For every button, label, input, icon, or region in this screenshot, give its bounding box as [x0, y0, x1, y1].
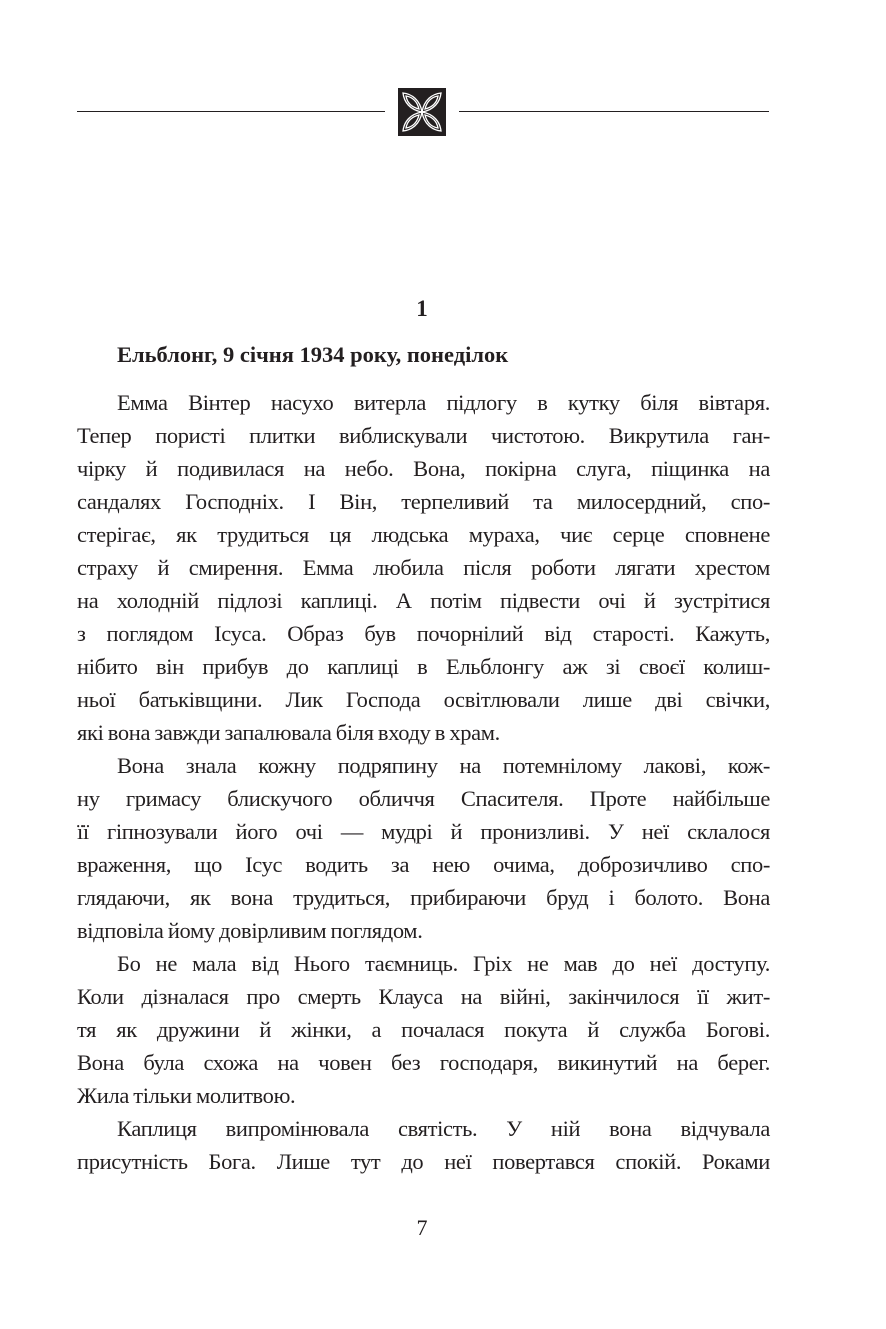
- paragraph: [77, 949, 770, 1114]
- header-rule-right: [459, 111, 769, 112]
- paragraph: [77, 751, 770, 949]
- text-line: стерігає, як трудиться ця людська мураха, чиє серце сповнене: [77, 522, 770, 547]
- text-line: Бо не мала від Нього таємниць. Гріх не мав до неї доступу.: [117, 951, 770, 976]
- text-line: нібито він прибув до каплиці в Ельблонгу аж зі своєї колиш-: [77, 654, 770, 679]
- text-line: Каплиця випромінювала святість. У ній вона відчувала: [117, 1116, 770, 1141]
- text-line: відповіла йому довірливим поглядом.: [77, 918, 423, 943]
- text-line: враження, що Ісус водить за нею очима, доброзичливо спо-: [77, 852, 770, 877]
- text-line: глядаючи, як вона трудиться, прибираючи бруд і болото. Вона: [77, 885, 770, 910]
- text-line: Коли дізналася про смерть Клауса на війні, закінчилося її жит-: [77, 984, 770, 1009]
- text-line: ньої батьківщини. Лик Господа освітлювали лише дві свічки,: [77, 687, 770, 712]
- text-line: Вона знала кожну подряпину на потемнілому лакові, кож-: [117, 753, 770, 778]
- text-line: Тепер пористі плитки виблискували чистотою. Викрутила ган-: [77, 423, 770, 448]
- text-line: тя як дружини й жінки, а почалася покута й служба Богові.: [77, 1017, 770, 1042]
- text-line: Вона була схожа на човен без господаря, викинутий на берег.: [77, 1050, 770, 1075]
- body-text: [77, 388, 770, 1180]
- text-line: страху й смирення. Емма любила після роботи лягати хрестом: [77, 555, 770, 580]
- text-line: з поглядом Ісуса. Образ був почорнілий від старості. Кажуть,: [77, 621, 770, 646]
- text-line: Емма Вінтер насухо витерла підлогу в кутку біля вівтаря.: [117, 390, 770, 415]
- text-line: сандалях Господніх. І Він, терпеливий та милосердний, спо-: [77, 489, 770, 514]
- header-rule-left: [77, 111, 385, 112]
- text-line: які вона завжди запалювала біля входу в храм.: [77, 720, 500, 745]
- text-line: Жила тільки молитвою.: [77, 1083, 296, 1108]
- chapter-number: 1: [416, 296, 428, 321]
- page-number: 7: [416, 1215, 428, 1240]
- paragraph: [77, 1114, 770, 1180]
- text-line: ну гримасу блискучого обличчя Спасителя. Проте найбільше: [77, 786, 770, 811]
- text-line: присутність Бога. Лише тут до неї повертався спокій. Роками: [77, 1149, 770, 1174]
- floral-ornament-icon: [398, 88, 446, 136]
- chapter-heading: Ельблонг, 9 січня 1934 року, понеділок: [117, 342, 509, 367]
- text-line: чірку й подивилася на небо. Вона, покірна слуга, піщинка на: [77, 456, 770, 481]
- text-line: на холодній підлозі каплиці. А потім підвести очі й зустрітися: [77, 588, 770, 613]
- text-line: її гіпнозували його очі — мудрі й пронизливі. У неї склалося: [77, 819, 770, 844]
- paragraph: [77, 388, 770, 751]
